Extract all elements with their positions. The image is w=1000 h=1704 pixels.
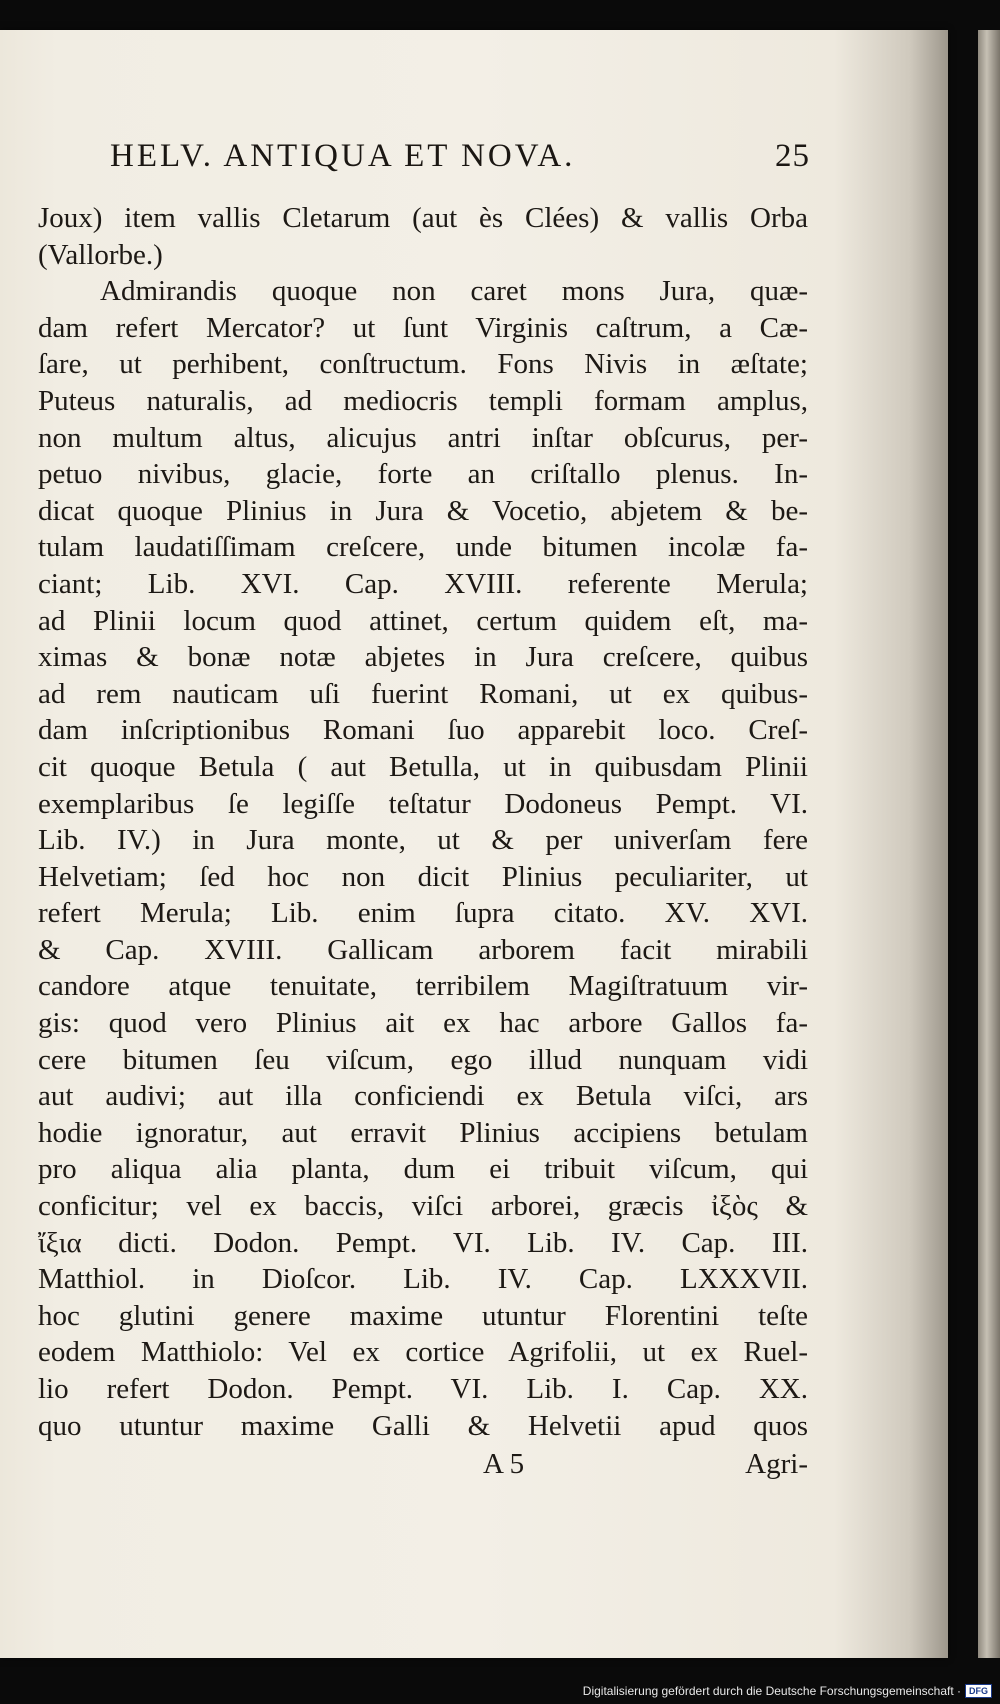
- text-line: cere bitumen ſeu viſcum, ego illud nunquam vidi: [38, 1043, 808, 1076]
- text-line: aut audivi; aut illa conficiendi ex Betula viſci, ars: [38, 1080, 808, 1113]
- text-line: petuo nivibus, glacie, forte an criſtallo plenus. In-: [38, 458, 808, 491]
- text-line: pro aliqua alia planta, dum ei tribuit viſcum, qui: [38, 1153, 808, 1186]
- text-line: candore atque tenuitate, terribilem Magiſtratuum vir-: [38, 970, 808, 1003]
- text-line: eodem Matthiolo: Vel ex cortice Agrifolii, ut ex Ruel-: [38, 1336, 808, 1369]
- credit-text: Digitalisierung gefördert durch die Deutsche Forschungsgemeinschaft ·: [582, 1684, 961, 1698]
- text-line: dam inſcriptionibus Romani ſuo apparebit loco. Creſ-: [38, 714, 808, 747]
- text-line: gis: quod vero Plinius ait ex hac arbore Gallos fa-: [38, 1007, 808, 1040]
- text-line: quo utuntur maxime Galli & Helvetii apud quos: [38, 1409, 808, 1442]
- text-line: Joux) item vallis Cletarum (aut ès Clées) & vallis Orba: [38, 202, 808, 234]
- text-line: dam refert Mercator? ut ſunt Virginis caſtrum, a Cæ-: [38, 311, 808, 344]
- text-line: refert Merula; Lib. enim ſupra citato. XV. XVI.: [38, 897, 808, 930]
- text-line: Puteus naturalis, ad mediocris templi formam amplus,: [38, 384, 808, 417]
- signature-mark: A 5: [483, 1448, 525, 1480]
- page-number: 25: [775, 138, 810, 174]
- text-line: Admirandis quoque non caret mons Jura, quæ-: [100, 275, 808, 308]
- digitization-credit: [583, 1684, 992, 1698]
- text-line: hodie ignoratur, aut erravit Plinius accipiens betulam: [38, 1116, 808, 1149]
- text-line: ἴξια dicti. Dodon. Pempt. VI. Lib. IV. Cap. III.: [38, 1226, 808, 1259]
- text-line: cit quoque Betula ( aut Betulla, ut in quibusdam Plinii: [38, 750, 808, 783]
- text-line: hoc glutini genere maxime utuntur Florentini teſte: [38, 1299, 808, 1332]
- catchword: Agri-: [745, 1448, 808, 1480]
- text-line: dicat quoque Plinius in Jura & Vocetio, abjetem & be-: [38, 494, 808, 527]
- page-footer: [38, 1448, 808, 1484]
- text-line: (Vallorbe.): [38, 238, 163, 271]
- text-line: Matthiol. in Dioſcor. Lib. IV. Cap. LXXXVII.: [38, 1263, 808, 1296]
- text-line: conficitur; vel ex baccis, viſci arborei, græcis ἰξὸς &: [38, 1190, 808, 1223]
- text-line: Lib. IV.) in Jura monte, ut & per univerſam fere: [38, 824, 808, 857]
- text-line: Helvetiam; ſed hoc non dicit Plinius peculiariter, ut: [38, 860, 808, 893]
- text-line: lio refert Dodon. Pempt. VI. Lib. I. Cap. XX.: [38, 1373, 808, 1405]
- running-title: HELV. ANTIQUA ET NOVA.: [110, 138, 576, 174]
- page-edge: [978, 30, 1000, 1658]
- text-line: tulam laudatiſſimam creſcere, unde bitumen incolæ fa-: [38, 531, 808, 564]
- text-line: ad Plinii locum quod attinet, certum quidem eſt, ma-: [38, 604, 808, 637]
- text-line: ciant; Lib. XVI. Cap. XVIII. referente Merula;: [38, 567, 808, 600]
- running-header: [110, 138, 810, 175]
- dfg-logo-icon: DFG: [965, 1684, 992, 1698]
- text-line: non multum altus, alicujus antri inſtar obſcurus, per-: [38, 421, 808, 454]
- text-line: ſare, ut perhibent, conſtructum. Fons Nivis in æſtate;: [38, 348, 808, 381]
- body-text: [38, 200, 808, 1444]
- text-line: ximas & bonæ notæ abjetes in Jura creſcere, quibus: [38, 641, 808, 674]
- text-line: & Cap. XVIII. Gallicam arborem facit mirabili: [38, 933, 808, 966]
- text-line: exemplaribus ſe legiſſe teſtatur Dodoneus Pempt. VI.: [38, 787, 808, 820]
- text-line: ad rem nauticam uſi fuerint Romani, ut ex quibus-: [38, 677, 808, 710]
